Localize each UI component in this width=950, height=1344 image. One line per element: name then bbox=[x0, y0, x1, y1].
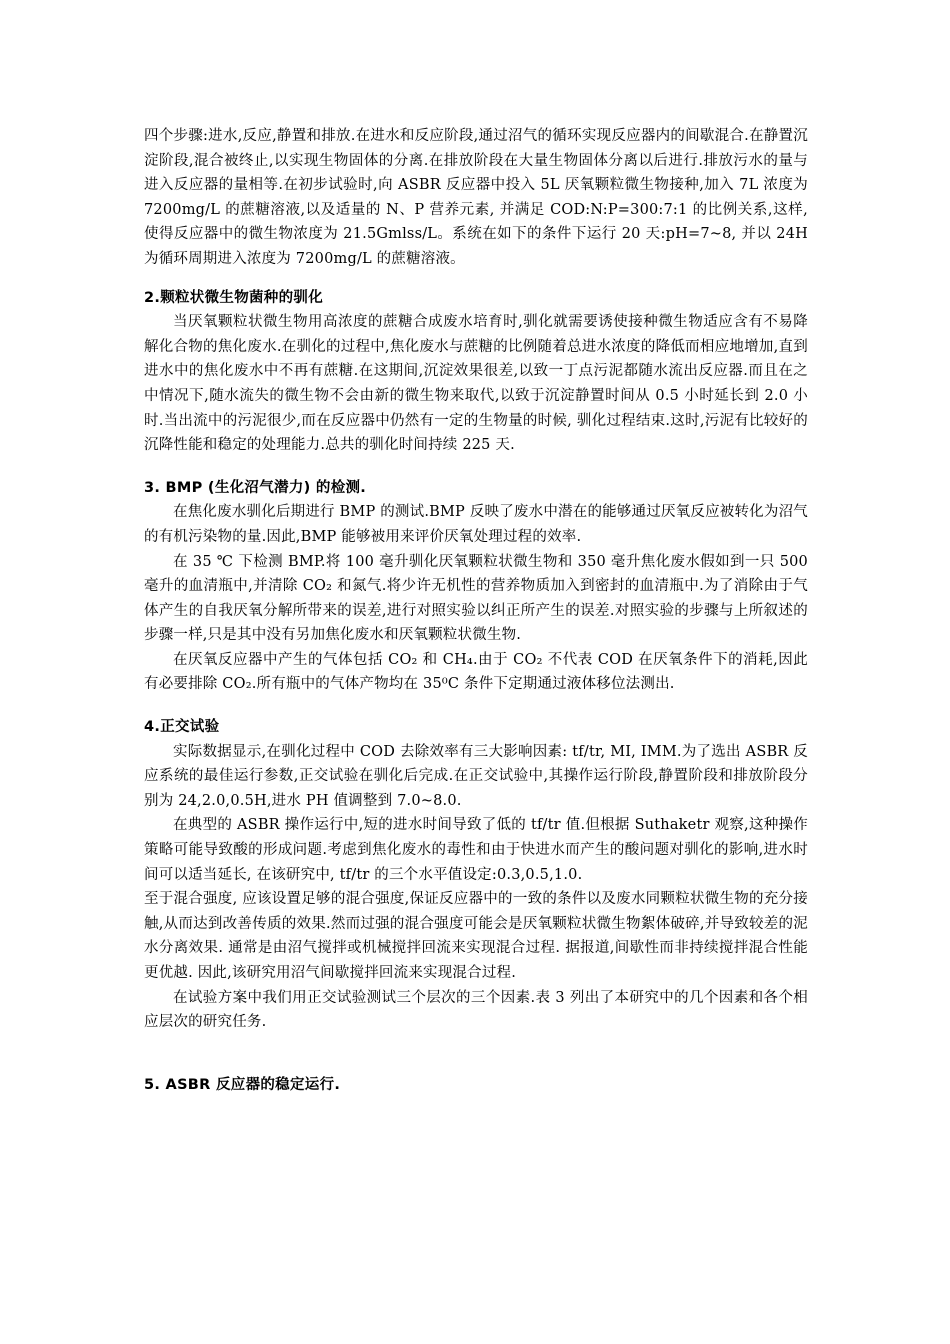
section-3-paragraph-3: 在厌氧反应器中产生的气体包括 CO₂ 和 CH₄.由于 CO₂ 不代表 COD 在厌氧条件下的消耗,因此有必要排除 CO₂.所有瓶中的气体产物均在 35⁰C 条件下定期通过液体移位法测出. bbox=[144, 651, 808, 693]
intro-paragraph: 四个步骤:进水,反应,静置和排放.在进水和反应阶段,通过沼气的循环实现反应器内的间歇混合.在静置沉淀阶段,混合被终止,以实现生物固体的分离.在排放阶段在大量生物固体分离以后进行.排放污水的量与进入反应器的量相等.在初步试验时,向 ASBR 反应器中投入 5L 厌氧颗粒微生物接种,加入 7L 浓度为 7200mg/L 的蔗糖溶液,以及适量的 N、P 营养元素, 并满足 COD:N:P=300:7:1 的比例关系,这样,使得反应器中的微生物浓度为 21.5Gmlss/L。系统在如下的条件下运行 20 天:pH=7~8, 并以 24H 为循环周期进入浓度为 7200mg/L 的蔗糖溶液。 bbox=[144, 128, 808, 267]
section-2-heading: 2.颗粒状微生物菌种的驯化 bbox=[144, 289, 323, 306]
section-3-heading: 3. BMP (生化沼气潜力) 的检测. bbox=[144, 479, 367, 496]
section-4-paragraph-3: 至于混合强度, 应该设置足够的混合强度,保证反应器中的一致的条件以及废水同颗粒状微生物的充分接触,从而达到改善传质的效果.然而过强的混合强度可能会是厌氧颗粒状微生物絮体破碎,并导致较差的泥水分离效果. 通常是由沼气搅拌或机械搅拌回流来实现混合过程. 据报道,间歇性而非持续搅拌混合性能更优越. 因此,该研究用沼气间歇搅拌回流来实现混合过程. bbox=[144, 891, 808, 981]
document-page bbox=[144, 124, 808, 1097]
section-4-paragraph-4: 在试验方案中我们用正交试验测试三个层次的三个因素.表 3 列出了本研究中的几个因素和各个相应层次的研究任务. bbox=[144, 989, 808, 1031]
section-4-paragraph-1: 实际数据显示,在驯化过程中 COD 去除效率有三大影响因素: tf/tr, MI, IMM.为了选出 ASBR 反应系统的最佳运行参数,正交试验在驯化后完成.在正交试验中,其操作运行阶段,静置阶段和排放阶段分别为 24,2.0,0.5H,进水 PH 值调整到 7.0~8.0. bbox=[144, 743, 808, 809]
section-5-heading: 5. ASBR 反应器的稳定运行. bbox=[144, 1076, 341, 1093]
section-3-paragraph-1: 在焦化废水驯化后期进行 BMP 的测试.BMP 反映了废水中潜在的能够通过厌氧反应被转化为沼气的有机污染物的量.因此,BMP 能够被用来评价厌氧处理过程的效率. bbox=[144, 504, 808, 545]
section-2-paragraph-1: 当厌氧颗粒状微生物用高浓度的蔗糖合成废水培育时,驯化就需要诱使接种微生物适应含有不易降解化合物的焦化废水.在驯化的过程中,焦化废水与蔗糖的比例随着总进水浓度的降低而相应地增加,直到进水中的焦化废水中不再有蔗糖.在这期间,沉淀效果很差,以致一丁点污泥都随水流出反应器.而且在之中情况下,随水流失的微生物不会由新的微生物来取代,以致于沉淀静置时间从 0.5 小时延长到 2.0 小时.当出流中的污泥很少,而在反应器中仍然有一定的生物量的时候, 驯化过程结束.这时,污泥有比较好的沉降性能和稳定的处理能力.总共的驯化时间持续 225 天. bbox=[144, 314, 808, 454]
section-3-paragraph-2: 在 35 ℃ 下检测 BMP.将 100 毫升驯化厌氧颗粒状微生物和 350 毫升焦化废水假如到一只 500 毫升的血清瓶中,并清除 CO₂ 和氮气.将少许无机性的营养物质加入到密封的血清瓶中.为了消除由于气体产生的自我厌氧分解所带来的误差,进行对照实验以纠正所产生的误差.对照实验的步骤与上所叙述的步骤一样,只是其中没有另加焦化废水和厌氧颗粒状微生物. bbox=[144, 553, 808, 644]
section-4-paragraph-2: 在典型的 ASBR 操作运行中,短的进水时间导致了低的 tf/tr 值.但根据 Suthaketr 观察,这种操作策略可能导致酸的形成问题.考虑到焦化废水的毒性和由于快进水而产生的酸问题对驯化的影响,进水时间可以适当延长, 在该研究中, tf/tr 的三个水平值设定:0.3,0.5,1.0. bbox=[144, 817, 808, 883]
section-4-heading: 4.正交试验 bbox=[144, 719, 220, 736]
